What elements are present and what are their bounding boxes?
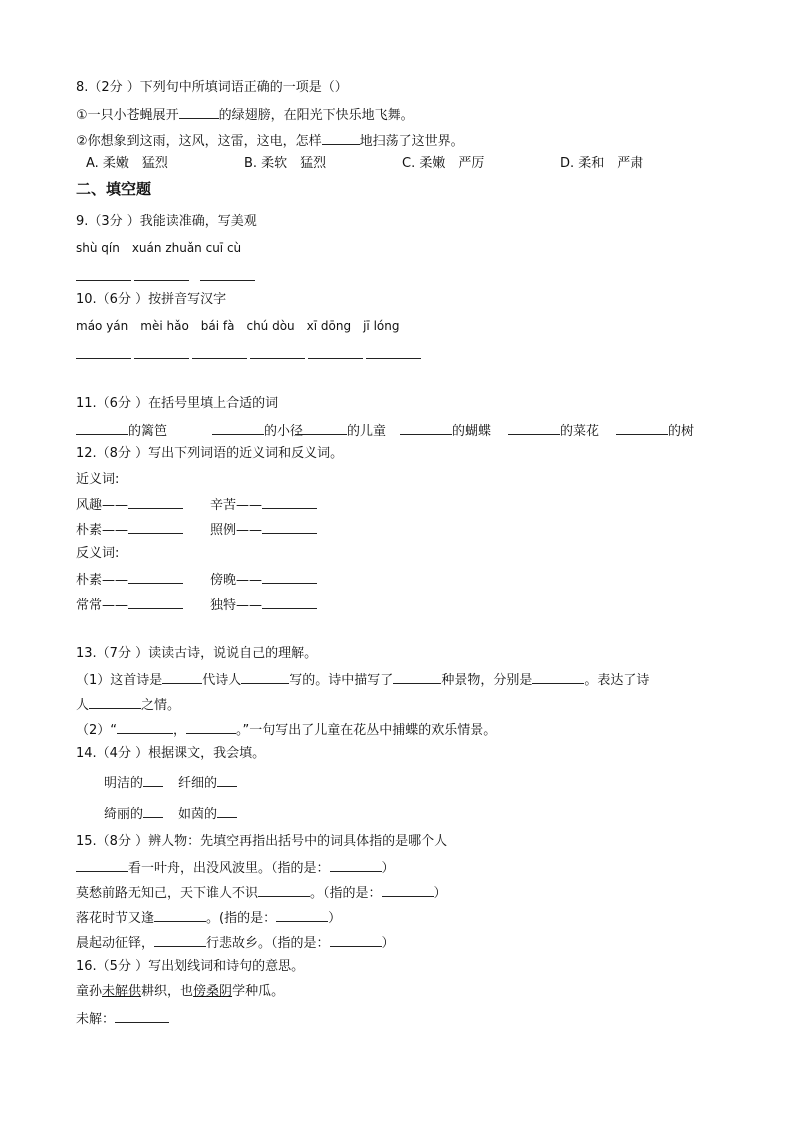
- q14-item-4: [178, 805, 237, 823]
- q16-text-1: 童孙: [76, 984, 103, 999]
- q8-option-a[interactable]: A. 柔嫩 猛烈: [86, 156, 168, 171]
- q12-synonym-label: 近义词:: [76, 472, 120, 487]
- q10-blank-4[interactable]: [250, 358, 305, 359]
- q15-blank-6[interactable]: [276, 909, 328, 922]
- q9-heading: 9.（3分 ）我能读准确，写美观: [76, 214, 257, 229]
- q11-word-3: 的儿童: [347, 424, 387, 439]
- q13-blank-3[interactable]: [393, 671, 441, 684]
- q15-l4-close: ）: [381, 936, 395, 951]
- q15-l4-text-b: 行悲故乡。（指的是：: [206, 936, 330, 951]
- q16-underlined-1: 未解供: [102, 984, 142, 999]
- q15-line-2: [76, 884, 447, 902]
- q12-ant-word-4: 独特——: [210, 598, 263, 613]
- q8-s1-blank[interactable]: [179, 106, 219, 119]
- q14-blank-2[interactable]: [217, 774, 237, 787]
- q15-l2-text-a: 莫愁前路无知己，天下谁人不识: [76, 886, 259, 901]
- q14-word-3: 绮丽的: [104, 807, 144, 822]
- q15-blank-3[interactable]: [258, 884, 310, 897]
- q11-word-1: 的篱笆: [128, 424, 168, 439]
- q11-item-6: [616, 422, 694, 440]
- q14-item-2: [178, 774, 237, 792]
- q15-line-3: [76, 909, 341, 927]
- q15-heading: 15.（8分 ）辨人物：先填空再指出括号中的词具体指的是哪个人: [76, 834, 448, 849]
- q11-item-1: [76, 422, 167, 440]
- q12-syn-word-2: 辛苦——: [210, 498, 263, 513]
- q9-blank-2[interactable]: [134, 280, 189, 281]
- q12-ant-word-2: 傍晚——: [210, 573, 263, 588]
- q8-option-c[interactable]: C. 柔嫩 严厉: [402, 156, 485, 171]
- q12-syn-blank-3[interactable]: [128, 521, 183, 534]
- q15-line-1: [76, 859, 395, 877]
- q12-syn-blank-1[interactable]: [128, 496, 183, 509]
- q16-heading: 16.（5分 ）写出划线词和诗句的意思。: [76, 959, 305, 974]
- q8-option-b[interactable]: B. 柔软 猛烈: [244, 156, 327, 171]
- q12-ant-blank-1[interactable]: [128, 571, 183, 584]
- q10-blank-5[interactable]: [308, 358, 363, 359]
- q15-blank-2[interactable]: [330, 859, 382, 872]
- q14-blank-3[interactable]: [143, 805, 163, 818]
- q16-text-2: 耕织，也: [141, 984, 194, 999]
- q12-ant-word-1: 朴素——: [76, 573, 129, 588]
- q8-s2-text-a: ②你想象到这雨，这风，这雷，这电，怎样: [76, 134, 322, 149]
- q11-word-4: 的蝴蝶: [452, 424, 492, 439]
- q11-blank-2[interactable]: [212, 422, 264, 435]
- q9-pinyin: shù qín xuán zhuǎn cuī cù: [76, 241, 242, 255]
- q13-l1-text-b: 代诗人: [202, 673, 242, 688]
- q12-ant-item-2: [210, 571, 317, 589]
- q8-heading: 8.（2分 ）下列句中所填词语正确的一项是（）: [76, 80, 348, 95]
- q16-answer-label: 未解：: [76, 1012, 116, 1027]
- q11-word-6: 的树: [668, 424, 695, 439]
- q15-l3-text-a: 落花时节又逢: [76, 911, 155, 926]
- q13-blank-7[interactable]: [186, 721, 236, 734]
- section-title: 二、填空题: [76, 180, 152, 198]
- q10-heading: 10.（6分 ）按拼音写汉字: [76, 292, 227, 307]
- q16-text-3: 学种瓜。: [232, 984, 285, 999]
- q8-s2-blank[interactable]: [322, 132, 360, 145]
- q13-line-3: [76, 721, 496, 739]
- q11-blank-4[interactable]: [400, 422, 452, 435]
- q8-s2-text-b: 地扫荡了这世界。: [359, 134, 464, 149]
- q13-l3-text-b: ，: [173, 723, 187, 738]
- q10-blank-3[interactable]: [192, 358, 247, 359]
- q11-word-5: 的菜花: [560, 424, 600, 439]
- q12-syn-word-3: 朴素——: [76, 523, 129, 538]
- q15-blank-8[interactable]: [330, 934, 382, 947]
- q15-l3-text-b: 。(指的是：: [206, 911, 277, 926]
- q9-blank-1[interactable]: [76, 280, 131, 281]
- q12-heading: 12.（8分 ）写出下列词语的近义词和反义词。: [76, 446, 344, 461]
- q15-l2-text-b: 。（指的是：: [310, 886, 382, 901]
- q15-blank-1[interactable]: [76, 859, 128, 872]
- q14-heading: 14.（4分 ）根据课文，我会填。: [76, 746, 266, 761]
- q8-s1-text-b: 的绿翅膀，在阳光下快乐地飞舞。: [218, 108, 414, 123]
- q14-item-1: [104, 774, 163, 792]
- q15-blank-5[interactable]: [154, 909, 206, 922]
- q13-l2-text-a: 人: [76, 698, 90, 713]
- q14-word-4: 如茵的: [178, 807, 218, 822]
- q11-blank-1[interactable]: [76, 422, 128, 435]
- q10-pinyin: máo yán mèi hǎo bái fà chú dòu xī dōng jī lóng: [76, 319, 400, 333]
- q13-blank-6[interactable]: [117, 721, 173, 734]
- q12-syn-word-4: 照例——: [210, 523, 263, 538]
- q15-blank-4[interactable]: [382, 884, 434, 897]
- q12-syn-item-1: [76, 496, 183, 514]
- q14-blank-4[interactable]: [217, 805, 237, 818]
- q10-blank-1[interactable]: [76, 358, 131, 359]
- q8-option-d[interactable]: D. 柔和 严肃: [560, 156, 644, 171]
- q12-syn-blank-4[interactable]: [262, 521, 317, 534]
- q11-blank-6[interactable]: [616, 422, 668, 435]
- q8-sentence-1: [76, 106, 414, 124]
- q13-l3-text-c: 。”一句写出了儿童在花丛中捕蝶的欢乐情景。: [236, 723, 497, 738]
- q13-blank-1[interactable]: [162, 671, 202, 684]
- q12-syn-blank-2[interactable]: [262, 496, 317, 509]
- q13-heading: 13.（7分 ）读读古诗，说说自己的理解。: [76, 646, 318, 661]
- q12-syn-item-4: [210, 521, 317, 539]
- q11-item-5: [508, 422, 599, 440]
- q12-syn-item-3: [76, 521, 183, 539]
- q11-item-2: [212, 422, 303, 440]
- q11-heading: 11.（6分 ）在括号里填上合适的词: [76, 396, 279, 411]
- q9-blank-3[interactable]: [200, 280, 255, 281]
- q16-answer-line: [76, 1010, 169, 1028]
- q12-ant-blank-4[interactable]: [262, 596, 317, 609]
- q13-line-2: [76, 696, 180, 714]
- q10-blank-6[interactable]: [366, 358, 421, 359]
- q10-blank-2[interactable]: [134, 358, 189, 359]
- q13-l1-text-c: 写的。诗中描写了: [289, 673, 394, 688]
- q12-ant-item-1: [76, 571, 183, 589]
- q13-l3-text-a: （2）“: [76, 723, 118, 738]
- q15-l2-close: ）: [433, 886, 447, 901]
- q13-l1-text-a: （1）这首诗是: [76, 673, 163, 688]
- q14-blank-1[interactable]: [143, 774, 163, 787]
- q15-blank-7[interactable]: [154, 934, 206, 947]
- q16-answer-blank[interactable]: [115, 1010, 169, 1023]
- q12-syn-item-2: [210, 496, 317, 514]
- q12-ant-blank-3[interactable]: [128, 596, 183, 609]
- q13-blank-2[interactable]: [241, 671, 289, 684]
- q12-ant-item-4: [210, 596, 317, 614]
- q13-l1-text-d: 种景物，分别是: [441, 673, 533, 688]
- q13-blank-5[interactable]: [89, 696, 141, 709]
- q13-blank-4[interactable]: [532, 671, 584, 684]
- q11-blank-3[interactable]: [295, 422, 347, 435]
- q8-sentence-2: [76, 132, 464, 150]
- q8-s1-text-a: ①一只小苍蝇展开: [76, 108, 179, 123]
- q15-line-4: [76, 934, 395, 952]
- q14-item-3: [104, 805, 163, 823]
- q14-word-2: 纤细的: [178, 776, 218, 791]
- q16-underlined-2: 傍桑阴: [193, 984, 233, 999]
- q11-blank-5[interactable]: [508, 422, 560, 435]
- q12-ant-word-3: 常常——: [76, 598, 129, 613]
- q12-antonym-label: 反义词:: [76, 546, 120, 561]
- q13-l2-text-b: 之情。: [141, 698, 181, 713]
- q11-item-4: [400, 422, 491, 440]
- q16-poem-line: [76, 984, 284, 1000]
- q15-l1-close: ）: [381, 861, 395, 876]
- q11-word-2: 的小径: [264, 424, 304, 439]
- q15-l4-text-a: 晨起动征铎，: [76, 936, 155, 951]
- q14-word-1: 明洁的: [104, 776, 144, 791]
- q13-l1-text-e: 。表达了诗: [584, 673, 650, 688]
- q15-l1-text: 看一叶舟，出没风波里。（指的是：: [128, 861, 330, 876]
- q11-item-3: [295, 422, 386, 440]
- q12-ant-blank-2[interactable]: [262, 571, 317, 584]
- q13-line-1: [76, 671, 649, 689]
- q15-l3-close: ）: [328, 911, 342, 926]
- q12-syn-word-1: 风趣——: [76, 498, 129, 513]
- q12-ant-item-3: [76, 596, 183, 614]
